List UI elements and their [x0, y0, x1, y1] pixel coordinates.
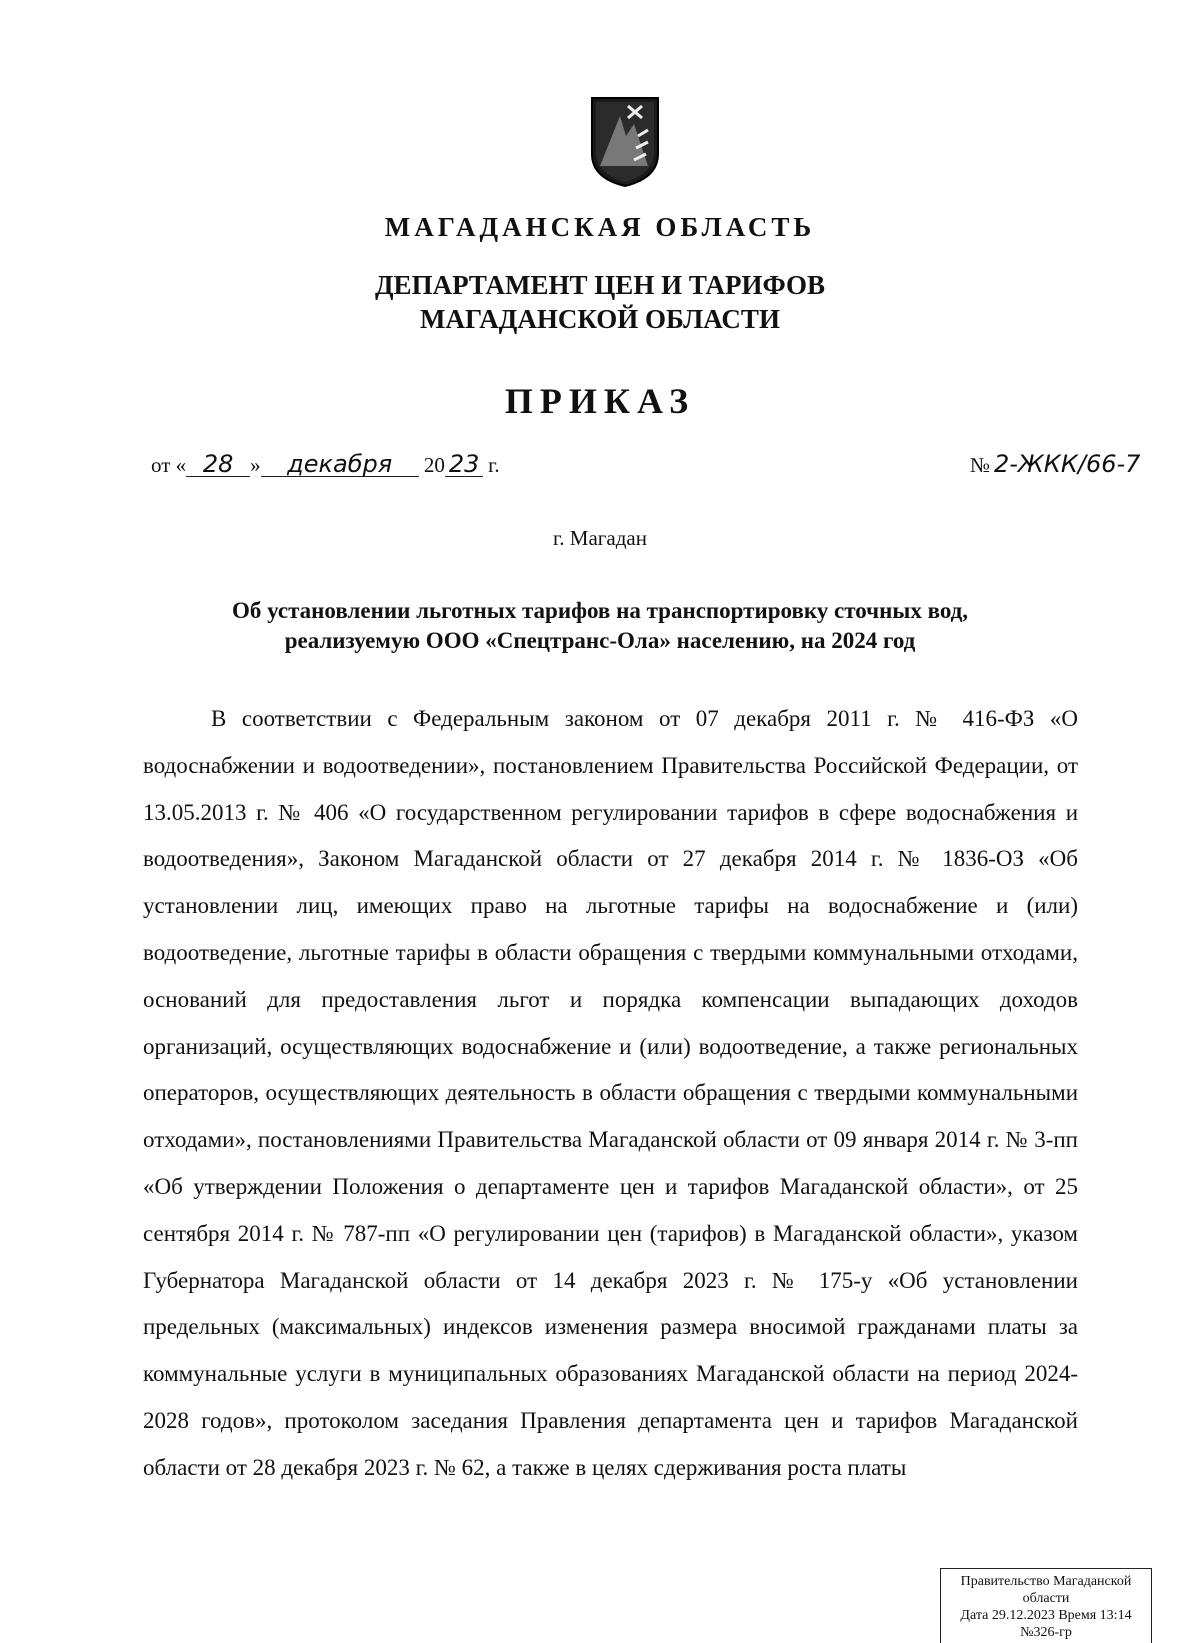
department-heading — [0, 268, 1200, 336]
region-heading: МАГАДАНСКАЯ ОБЛАСТЬ — [384, 212, 816, 242]
date-year-handwritten: 23 — [445, 452, 483, 477]
order-title-line-2: реализуемую ООО «Спецтранс-Ола» населению, на 2024 год — [284, 628, 916, 653]
date-month-handwritten: декабря — [261, 452, 419, 477]
document-type-heading: ПРИКАЗ — [504, 381, 696, 421]
order-number-line — [970, 452, 1148, 478]
order-title — [0, 596, 1200, 656]
stamp-line-3: Дата 29.12.2023 Время 13:14 — [960, 1608, 1132, 1623]
date-year-end: г. — [488, 453, 500, 477]
department-line-1: ДЕПАРТАМЕНТ ЦЕН И ТАРИФОВ — [374, 270, 826, 300]
order-number-handwritten: 2-ЖКК/66-7 — [994, 450, 1141, 478]
registration-stamp — [940, 1568, 1152, 1643]
department-line-2: МАГАДАНСКОЙ ОБЛАСТИ — [420, 304, 780, 334]
city-line: г. Магадан — [553, 526, 647, 550]
stamp-line-1: Правительство Магаданской — [960, 1574, 1132, 1589]
date-line — [151, 452, 500, 478]
coat-of-arms-emblem — [590, 96, 660, 188]
order-title-line-1: Об установлении льготных тарифов на транспортировку сточных вод, — [231, 598, 969, 623]
body-paragraph: В соответствии с Федеральным законом от 07 декабря 2011 г. № 416-ФЗ «О водоснабжении и водоотведении», постановлением Правительства Российской Федерации, от 13.05.2013 г. № 406 «О государственном регулировании тарифов в сфере водоснабжения и водоотведения», Законом Магаданской области от 27 декабря 2014 г. № 1836-ОЗ «Об установлении лиц, имеющих право на льготные тарифы на водоснабжение и (или) водоотведение, льготные тарифы в области обращения с твердыми коммунальными отходами, оснований для предоставления льгот и порядка компенсации выпадающих доходов организаций, осуществляющих водоснабжение и (или) водоотведение, а также региональных операторов, осуществляющих деятельность в области обращения с твердыми коммунальными отходами», постановлениями Правительства Магаданской области от 09 января 2014 г. № 3-пп «Об утверждении Положения о департаменте цен и тарифов Магаданской области», от 25 сентября 2014 г. № 787-пп «О регулировании цен (тарифов) в Магаданской области», указом Губернатора Магаданской области от 14 декабря 2023 г. № 175-у «Об установлении предельных (максимальных) индексов изменения размера вносимой гражданами платы за коммунальные услуги в муниципальных образованиях Магаданской области на период 2024-2028 годов», протоколом заседания Правления департамента цен и тарифов Магаданской области от 28 декабря 2023 г. № 62, а также в целях сдерживания роста платы — [143, 706, 1078, 1480]
date-prefix: от « — [151, 453, 187, 477]
date-day-handwritten: 28 — [186, 452, 250, 477]
stamp-line-2: области — [1022, 1591, 1070, 1606]
number-prefix: № — [969, 453, 990, 477]
date-mid: » — [250, 453, 261, 477]
stamp-line-4: №326-гр — [1020, 1625, 1072, 1640]
date-year-prefix: 20 — [423, 453, 445, 477]
